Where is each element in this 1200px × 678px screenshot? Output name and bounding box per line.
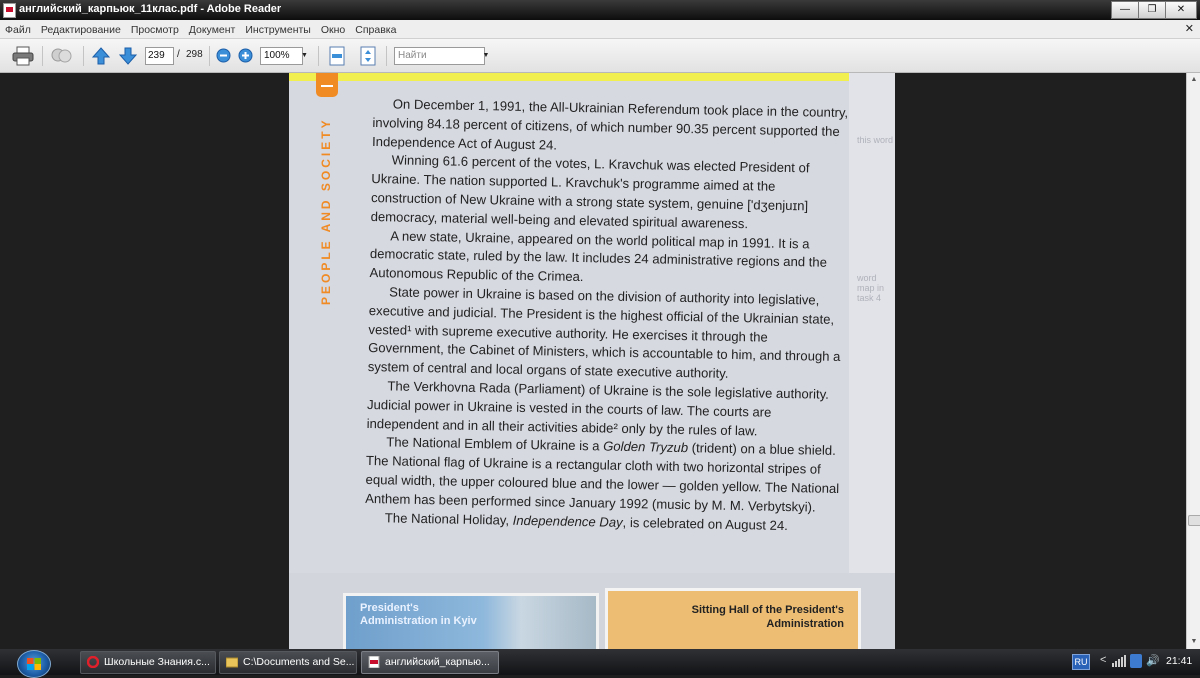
taskbar-item-adobe-reader[interactable] [361,651,499,674]
page-body-text [365,95,851,536]
paragraph: On December 1, 1991, the All-Ukrainian Referendum took place in the country, involving 84.18 percent of citizens, of which number 90.35 percent supported the Independence Act of August 24. [371,96,849,153]
emblem-text-start: The National Emblem of Ukraine is a [386,434,604,454]
photo-presidents-administration [343,593,599,649]
zoom-dropdown-arrow[interactable]: ▼ [301,52,308,59]
folder-icon [226,656,238,668]
taskbar-item-label: английский_карпью... [385,656,490,668]
adobe-reader-icon [3,3,16,18]
paragraph: A new state, Ukraine, appeared on the world political map in 1991. It is a democratic state, ruled by the law. It includes 24 administrative regions and the Autonomous Republic of the Crimea. [369,227,828,285]
vertical-scrollbar[interactable] [1186,73,1200,649]
photo-caption: President's Administration in Kyiv [360,602,477,627]
menu-help[interactable]: Справка [355,24,397,36]
toolbar-separator [42,46,43,66]
zoom-in-icon[interactable] [238,48,253,63]
clock[interactable]: 21:41 [1166,655,1193,667]
previous-page-icon[interactable] [92,46,110,66]
toolbar-separator [318,46,319,66]
tray-app-icon[interactable] [1130,654,1142,668]
pdf-icon [368,656,380,668]
taskbar [0,649,1200,675]
holiday-text-end: , is celebrated on August 24. [622,514,789,533]
scroll-thumb[interactable] [1188,515,1200,526]
system-tray [1070,649,1200,675]
toolbar-separator [386,46,387,66]
menu-bar [0,20,1200,39]
opera-icon [87,656,99,668]
windows-logo-icon [27,658,41,670]
taskbar-item-opera[interactable] [80,651,216,674]
taskbar-item-explorer[interactable] [219,651,357,674]
search-dropdown-arrow[interactable]: ▼ [482,52,490,59]
print-icon[interactable] [12,46,34,66]
emblem-text-end: (trident) on a blue shield. The National flag of Ukraine is a rectangular cloth with two horizontal stripes of equal width, the upper coloured blue and the lower — golden yellow. The National Anthem has been performed since January 1992 (music by M. M. Verbytskyi). [365,440,840,515]
title-bar [0,0,1200,20]
gutter-text: word map in task 4 [857,273,885,303]
volume-icon[interactable]: 🔊 [1146,655,1160,667]
pdf-page [289,73,895,649]
zoom-level-input[interactable]: 100% [260,47,303,65]
paragraph: The Verkhovna Rada (Parliament) of Ukraine is the sole legislative authority. Judicial power in Ukraine is vested in the courts of law. The courts are independent and in all their activities abide² only by the rules of law. [366,378,830,438]
minimize-button[interactable]: — [1111,1,1139,19]
section-side-label: PEOPLE AND SOCIETY [319,117,333,305]
fit-page-icon[interactable] [359,46,377,66]
toolbar [0,39,1200,73]
toolbar-separator [83,46,84,66]
menu-view[interactable]: Просмотр [130,24,179,36]
language-indicator[interactable]: RU [1072,654,1090,670]
paragraph-emblem [365,433,844,517]
page-total: 298 [186,49,203,60]
menu-document[interactable]: Документ [188,24,236,36]
start-button[interactable] [17,650,51,678]
emblem-italic: Golden Tryzub [603,438,689,456]
restore-button[interactable]: ❐ [1138,1,1166,19]
taskbar-item-label: Школьные Знания.c... [104,656,210,668]
scroll-down-arrow[interactable]: ▼ [1190,638,1198,645]
right-gutter [849,73,895,649]
menu-tools[interactable]: Инструменты [245,24,311,36]
scroll-up-arrow[interactable]: ▲ [1190,76,1198,83]
menu-edit[interactable]: Редактирование [40,24,121,36]
gutter-text: this word [857,135,894,145]
section-tab [316,73,338,97]
zoom-out-icon[interactable] [216,48,231,63]
menu-window[interactable]: Окно [320,24,346,36]
toolbar-separator [209,46,210,66]
document-close-button[interactable]: ✕ [1184,23,1194,35]
window-title: английский_карпьюк_11клас.pdf - Adobe Reader [19,3,282,15]
search-input[interactable]: Найти [394,47,485,65]
paragraph: Winning 61.6 percent of the votes, L. Kravchuk was elected President of Ukraine. The nation supported L. Kravchuk's programme aimed at the construction of New Ukraine with a strong state system, genuine ['dʒenjuɪn] democracy, material well-being and elevated spiritual awareness. [370,152,810,232]
taskbar-item-label: C:\Documents and Se... [243,656,355,668]
holiday-italic: Independence Day [512,512,623,530]
close-button[interactable]: ✕ [1165,1,1197,19]
show-hidden-icons-arrow[interactable]: < [1100,654,1107,666]
page-separator: / [177,49,180,60]
collaborate-icon[interactable] [50,46,74,66]
photo-caption: Sitting Hall of the President's Administration [691,604,844,630]
fit-width-icon[interactable] [328,46,346,66]
document-area[interactable] [0,73,1186,649]
next-page-icon[interactable] [119,46,137,66]
photo-sitting-hall [605,588,861,649]
page-top-highlight [289,73,895,81]
network-signal-icon[interactable] [1112,655,1126,667]
menu-file[interactable]: Файл [5,24,31,36]
page-number-input[interactable]: 239 [145,47,174,65]
holiday-text-start: The National Holiday, [384,509,513,528]
paragraph: State power in Ukraine is based on the division of authority into legislative, executive and judicial. The President is the highest official of the Ukrainian state, vested¹ with supreme executive authority. He exercises it through the Government, the Cabinet of Ministers, which is accountable to him, and through a system of central and local organs of state executive authority. [367,284,841,382]
